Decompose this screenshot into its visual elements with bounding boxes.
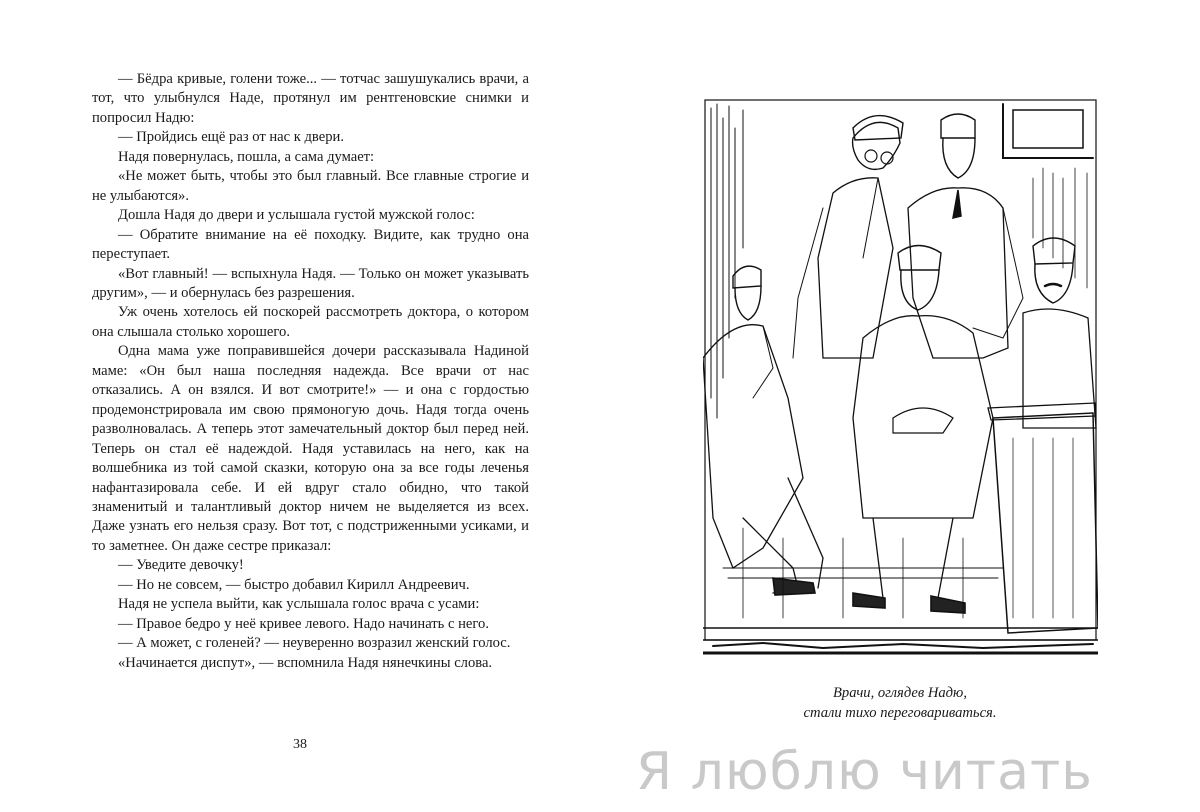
paragraph: — Пройдись ещё раз от нас к двери. — [118, 129, 344, 146]
paragraph: «Начинается диспут», — вспомнила Надя нянечкины слова. — [118, 654, 493, 671]
paragraph: Надя повернулась, пошла, а сама думает: — [118, 148, 375, 165]
caption-line: Врачи, оглядев Надю, — [833, 685, 967, 701]
paragraph: — А может, с голеней? — неуверенно возразил женский голос. — [118, 635, 511, 652]
paragraph: — Обратите внимание на её походку. Видите, как трудно она переступает. — [92, 226, 529, 263]
caption-line: стали тихо переговариваться. — [803, 704, 997, 721]
illustration-caption — [680, 684, 1120, 723]
body-text — [92, 70, 529, 673]
watermark: Я люблю читать — [636, 742, 1093, 802]
paragraph: Уж очень хотелось ей поскорей рассмотреть доктора, о котором она слышала столько хорошего. — [92, 304, 529, 340]
paragraph: «Не может быть, чтобы это был главный. Все главные строгие и не улыбаются». — [92, 168, 529, 204]
paragraph: — Но не совсем, — быстро добавил Кирилл Андреевич. — [118, 576, 470, 593]
paragraph: — Уведите девочку! — [118, 557, 244, 574]
paragraph: — Бёдра кривые, голени тоже... — тотчас зашушукались врачи, а тот, что улыбнулся Наде, протянул им рентгеновские снимки и попросил Надю: — [92, 71, 529, 126]
paragraph: — Правое бедро у неё кривее левого. Надо начинать с него. — [118, 615, 489, 632]
right-page — [600, 0, 1200, 812]
paragraph: Одна мама уже поправившейся дочери рассказывала Надиной маме: «Он был наша последняя надежда. Все врачи от нас отказались. А он взялся. И вот смотрите!» — и она с гордостью продемонстрировала им свою прямоногую дочь. Надя тогда очень разволновалась. А теперь этот замечательный доктор был перед ней. Теперь он стал её надеждой. Надя уставилась на него, как на волшебника из той самой сказки, которую она за все годы леченья нафантазировала себе. И ей вдруг стало обидно, что такой знаменитый и талантливый доктор ничем не выделяется из всех. Даже узнать его нельзя сразу. Вот тот, с подстриженными усиками, и то заметнее. Он даже сестре приказал: — [92, 343, 529, 554]
paragraph: «Вот главный! — вспыхнула Надя. — Только он может указывать другим», — и обернулась без разрешения. — [92, 265, 529, 301]
paragraph: Надя не успела выйти, как услышала голос врача с усами: — [118, 596, 480, 613]
paragraph: Дошла Надя до двери и услышала густой мужской голос: — [118, 207, 475, 224]
page-number: 38 — [293, 737, 307, 752]
doctors-illustration — [703, 98, 1098, 662]
